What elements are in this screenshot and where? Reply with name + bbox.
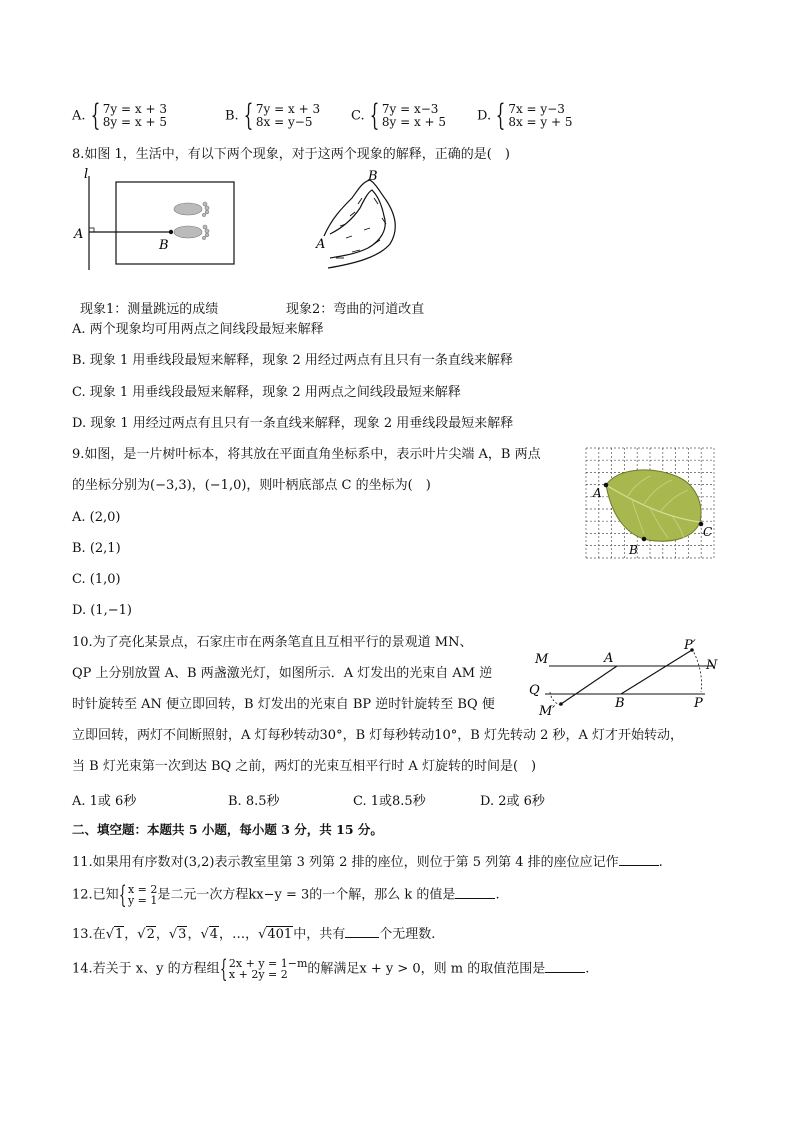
option-label: D. [477,108,492,124]
q10-stem-line-4: 立即回转，两灯不间断照射，A 灯每秒转动30°，B 灯每秒转动10°，B 灯先转动 2 秒，A 灯才开始转动， [72,728,684,743]
equation-2: 8x = y + 5 [508,115,573,129]
equation-system [103,103,167,129]
q14-prefix: 14.若关于 x、y 的方程组 [72,961,220,977]
beam-b [621,650,692,694]
label-b: B [615,696,625,711]
q13-middle: 中，共有 [293,927,346,942]
beam-a [561,666,617,704]
equation-1: 7y = x−3 [381,102,439,116]
sand-pit [116,182,234,264]
equation-2: 8y = x + 5 [381,115,447,129]
answer-blank [545,960,585,973]
q8-option-a: A. 两个现象均可用两点之间线段最短来解释 [72,322,324,337]
point-b [169,230,173,234]
q13: 13.在√1，√2，√3，√4，…，√401中，共有 个无理数. [72,927,436,942]
radicand: 4 [209,927,219,942]
answer-blank [619,853,659,866]
q10-stem-line-3: 时针旋转至 AN 便立即回转，B 灯发出的光束自 BP 逆时针旋转至 BQ 便 [72,697,495,712]
q7-option-d [477,98,573,133]
leaf-icon [606,470,702,541]
q9-figure-leaf-grid [584,446,720,564]
label-b: B [368,169,378,184]
q14 [72,955,590,983]
point-m-prime [559,702,563,706]
q13-end: 个无理数. [379,927,436,942]
equation-2: 8y = x + 5 [102,115,167,129]
q9-option-d: D. (1,−1) [72,603,132,618]
sqrt-2: √2 [137,927,155,942]
answer-blank [345,925,379,938]
q10-stem-line-5: 当 B 灯光束第一次到达 BQ 之前，两灯的光束互相平行时 A 灯旋转的时间是( ) [72,759,537,774]
q8-option-b: B. 现象 1 用垂线段最短来解释，现象 2 用经过两点有且只有一条直线来解释 [72,353,513,368]
equation-1: 2x + y = 1−m [228,957,308,970]
label-a: A [593,486,602,500]
river-bank-outer [324,180,395,268]
brace: { [118,881,127,909]
sqrt-401: √401 [258,927,293,942]
q12-middle: 是二元一次方程kx−y = 3的一个解，那么 k 的值是 [157,887,456,903]
equation-system [229,958,307,980]
q9-option-c: C. (1,0) [72,572,121,587]
label-c: C [703,525,713,539]
river-bank-inner [330,190,385,258]
q10-option-c: C. 1或8.5秒 [353,794,426,809]
brace: { [243,98,254,133]
q8-figure-long-jump [70,168,240,273]
option-label: C. [351,108,365,124]
radicand: 3 [178,927,187,942]
equation-system [382,103,446,129]
point-b [642,537,647,542]
q12 [72,881,500,909]
equation-system [256,103,320,129]
label-b: B [159,238,169,253]
label-a: A [74,227,84,242]
q9-stem-line-2: 的坐标分别为(−3,3)，(−1,0)，则叶柄底部点 C 的坐标为( ) [72,478,431,493]
q12-end: . [495,887,500,903]
q14-middle: 的解满足x + y > 0，则 m 的取值范围是 [307,961,546,977]
q10-stem-line-2: QP 上分别放置 A、B 两盏激光灯，如图所示．A 灯发出的光束自 AM 逆 [72,666,493,681]
section-2-heading: 二、填空题：本题共 5 小题，每小题 3 分，共 15 分。 [72,822,383,837]
q8-caption-1: 现象1：测量跳远的成绩 [80,302,219,317]
equation-1: 7x = y−3 [508,102,565,116]
equation-2: x + 2y = 2 [228,968,288,981]
q11-text: 11.如果用有序数对(3,2)表示教室里第 3 列第 2 排的座位，则位于第 5 列第 4 排的座位应记作 [72,855,619,870]
brace: { [369,98,380,133]
right-angle-mark [89,228,94,232]
q8-option-d: D. 现象 1 用经过两点有且只有一条直线来解释，现象 2 用垂线段最短来解释 [72,416,514,431]
label-q: Q [529,683,540,698]
equation-1: 7y = x + 3 [255,102,321,116]
label-b: B [629,543,638,557]
q14-end: . [585,961,590,977]
q8-stem: 8.如图 1，生活中，有以下两个现象，对于这两个现象的解释，正确的是( ) [72,147,510,162]
label-m: M [535,652,549,667]
q9-option-a: A. (2,0) [72,510,121,525]
option-label: A. [72,108,86,124]
radicand: 1 [114,927,124,942]
radicand: 2 [146,927,155,942]
label-a: A [316,237,326,252]
q7-option-c [351,98,447,133]
label-p-prime: P′ [684,638,696,653]
q13-prefix: 13.在 [72,927,106,942]
equation-1: x = 2 [127,883,158,896]
sqrt-1: √1 [105,927,124,942]
equation-system [508,103,572,129]
q10-option-a: A. 1或 6秒 [72,794,137,809]
q9-option-b: B. (2,1) [72,541,121,556]
q7-option-a [72,98,167,133]
label-l: l [84,168,89,182]
q8-figure-river [312,168,412,273]
q8-caption-2: 现象2：弯曲的河道改直 [286,302,425,317]
q9-stem-line-1: 9.如图，是一片树叶标本，将其放在平面直角坐标系中，表示叶片尖端 A，B 两点 [72,447,541,462]
q11-end: . [658,855,663,870]
sqrt-4: √4 [200,927,219,942]
equation-2: y = 1 [127,894,158,907]
q10-stem-line-1: 10.为了亮化某景点，石家庄市在两条笔直且互相平行的景观道 MN、 [72,635,473,650]
label-p: P [694,696,703,711]
equation-2: 8x = y−5 [255,115,313,129]
equation-system [128,884,157,906]
brace: { [90,98,100,133]
brace: { [219,955,228,983]
footprint-icon [174,202,209,240]
q10-figure-lights [527,637,722,721]
label-a: A [604,651,614,666]
equation-1: 7y = x + 3 [102,102,167,116]
option-label: B. [225,108,239,124]
q8-option-c: C. 现象 1 用垂线段最短来解释，现象 2 用两点之间线段最短来解释 [72,385,461,400]
label-n: N [706,658,718,673]
ellipsis: … [232,927,246,942]
sqrt-3: √3 [168,927,187,942]
brace: { [496,98,506,133]
q12-prefix: 12.已知 [72,887,119,903]
label-m-prime: M′ [539,704,556,719]
answer-blank [455,886,495,899]
q11 [72,853,663,872]
q7-option-b [225,98,321,133]
q10-option-d: D. 2或 6秒 [480,794,545,809]
point-a [604,483,609,488]
arc-b [692,649,702,692]
q10-option-b: B. 8.5秒 [228,794,280,809]
radicand: 401 [267,927,293,942]
